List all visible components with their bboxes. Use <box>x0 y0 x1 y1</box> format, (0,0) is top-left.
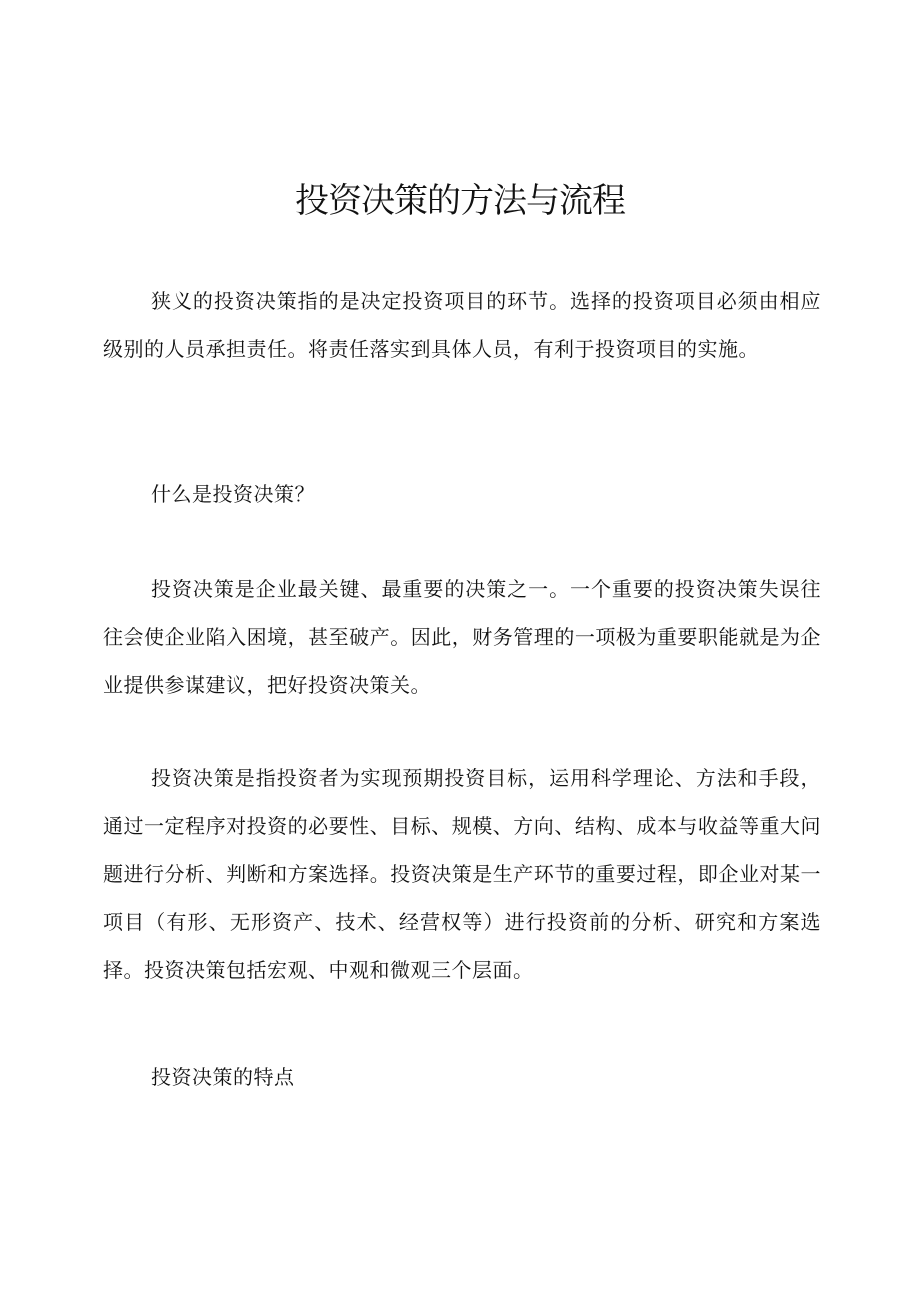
section-heading-what-is: 什么是投资决策？ <box>151 482 315 506</box>
document-title: 投资决策的方法与流程 <box>295 181 625 221</box>
section-heading-characteristics: 投资决策的特点 <box>151 1065 295 1089</box>
paragraph-definition: 投资决策是指投资者为实现预期投资目标，运用科学理论、方法和手段，通过一定程序对投资的必要性、目标、规模、方向、结构、成本与收益等重大问题进行分析、判断和方案选择。投资决策是生产环节的重要过程，即企业对某一项目（有形、无形资产、技术、经营权等）进行投资前的分析、研究和方案选择。投资决策包括宏观、中观和微观三个层面。 <box>103 766 821 982</box>
paragraph-narrow-definition: 狭义的投资决策指的是决定投资项目的环节。选择的投资项目必须由相应级别的人员承担责任。将责任落实到具体人员，有利于投资项目的实施。 <box>103 289 821 361</box>
paragraph-importance: 投资决策是企业最关键、最重要的决策之一。一个重要的投资决策失误往往会使企业陷入困境，甚至破产。因此，财务管理的一项极为重要职能就是为企业提供参谋建议，把好投资决策关。 <box>103 577 821 697</box>
